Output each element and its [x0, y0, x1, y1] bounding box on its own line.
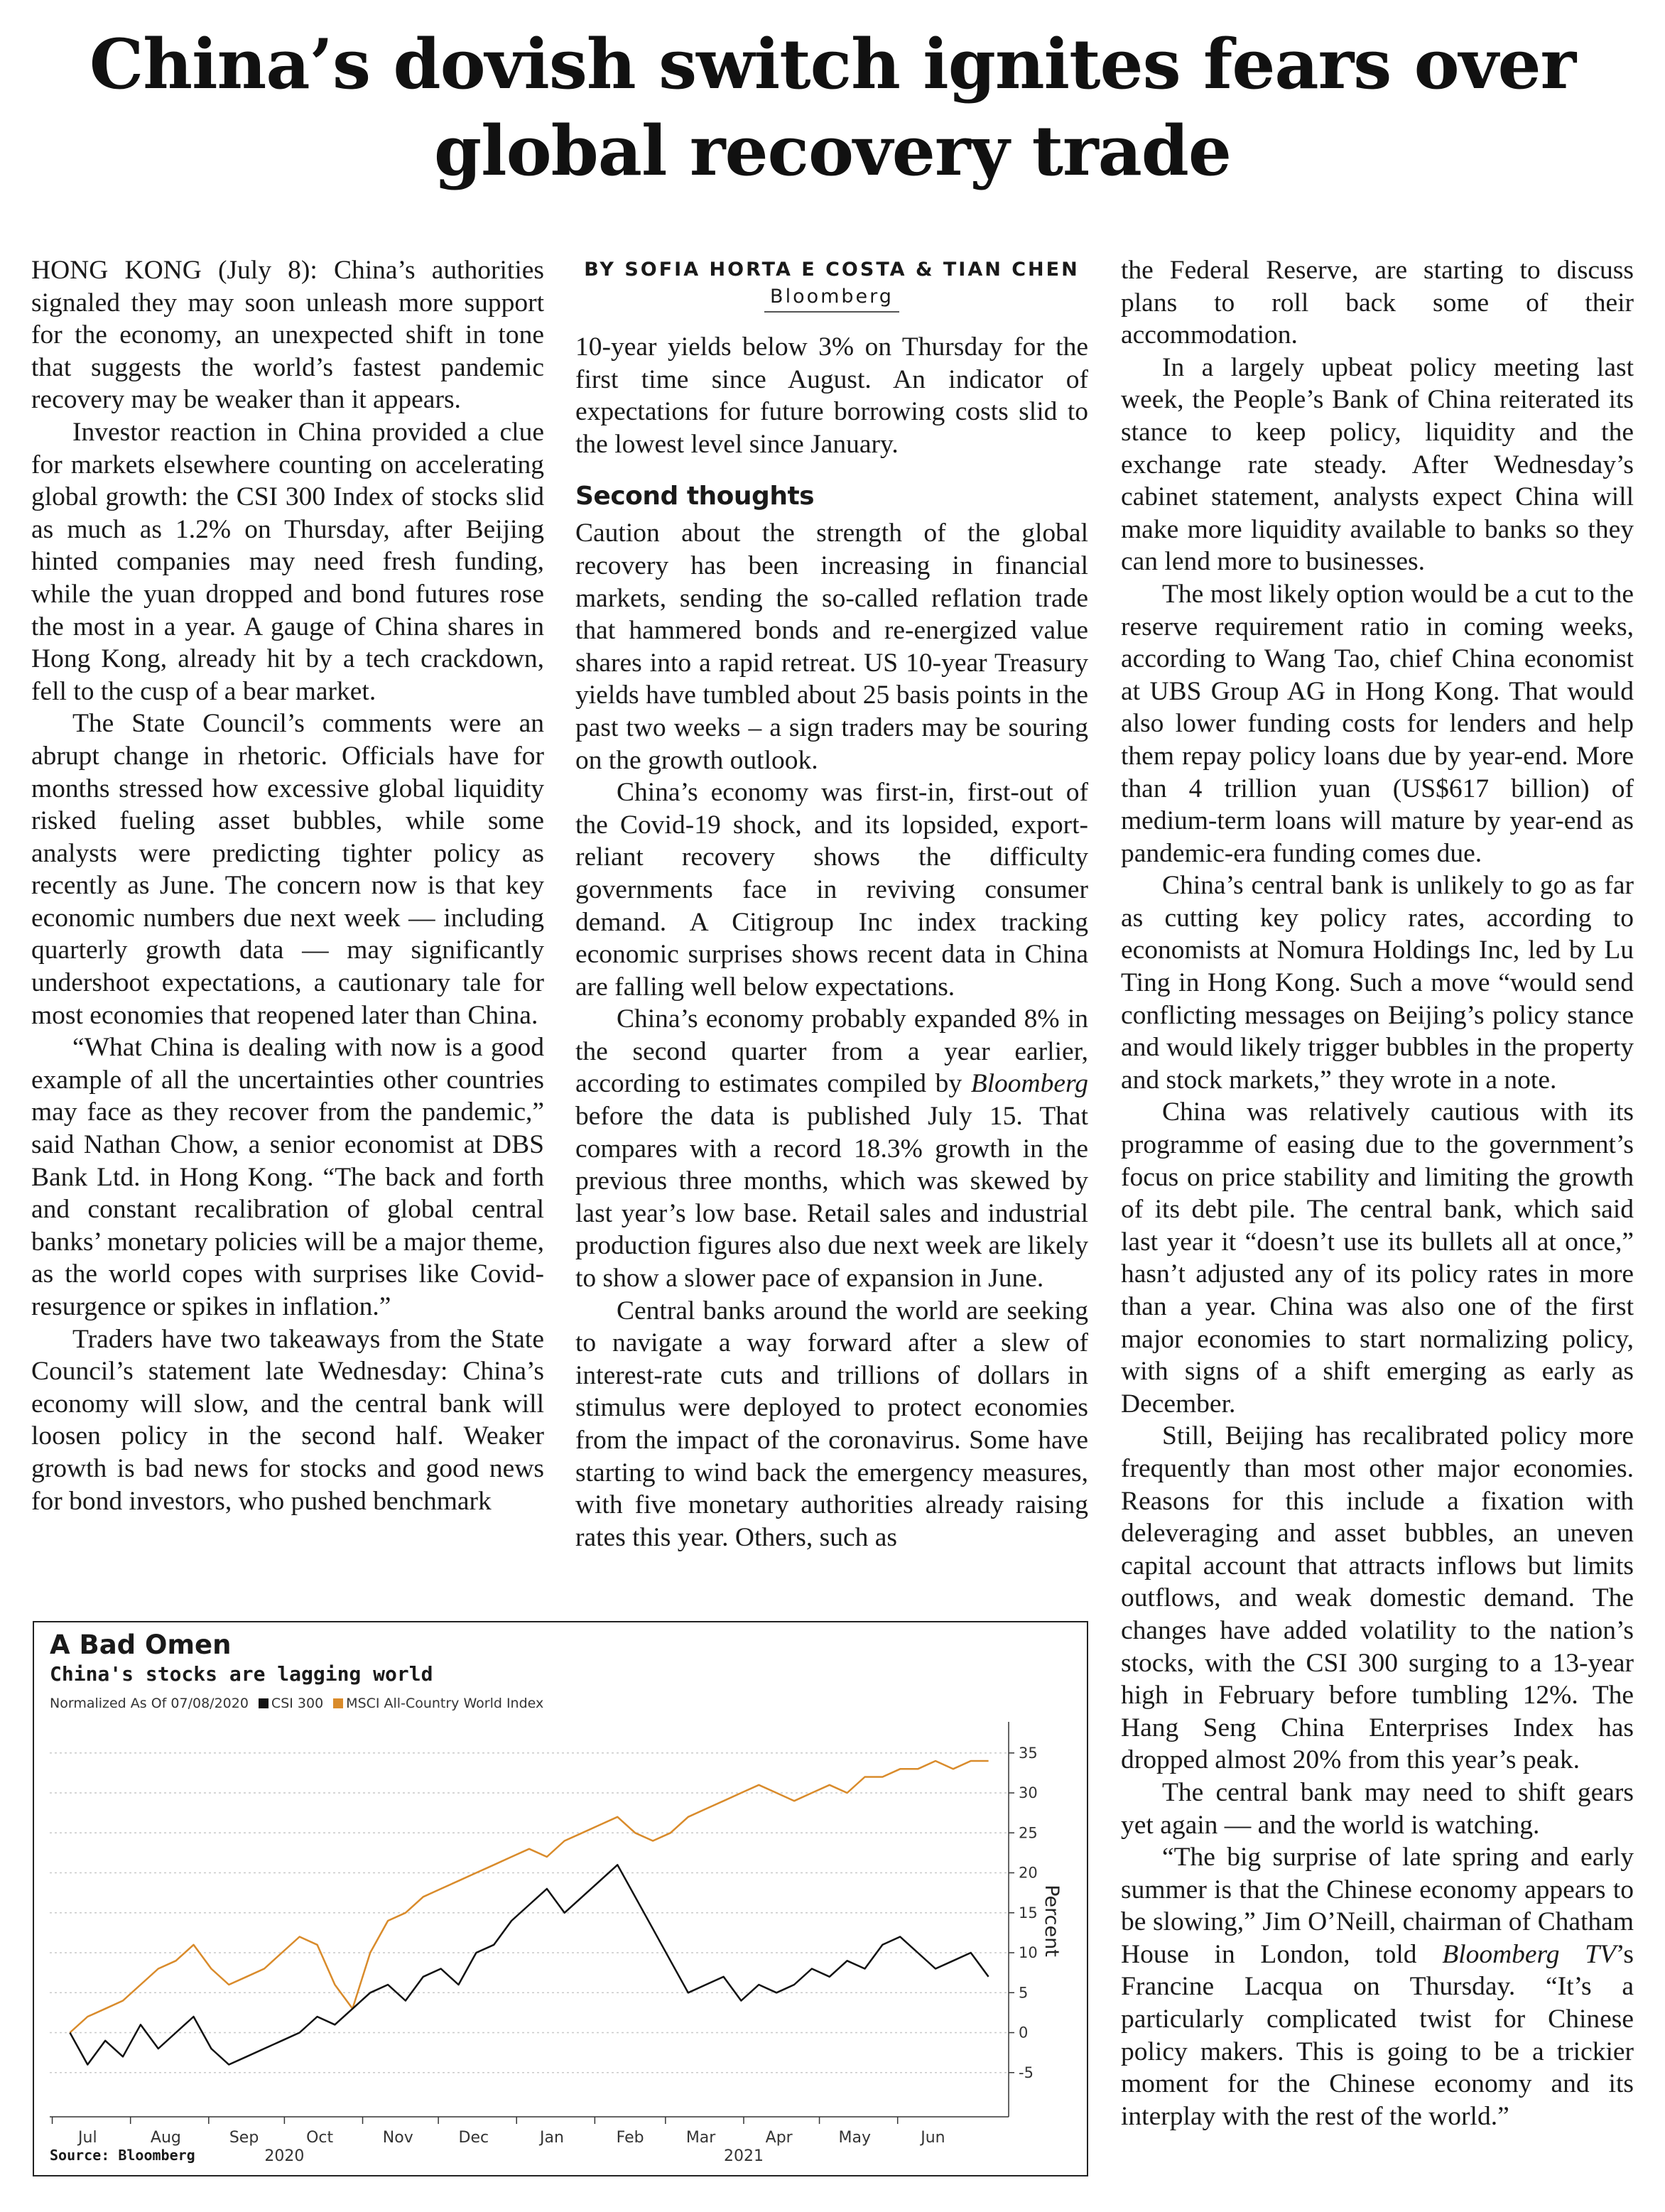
- headline-line2: global recovery trade: [434, 111, 1231, 191]
- byline-source: Bloomberg: [770, 286, 894, 308]
- x-tick-label: Sep: [229, 2129, 259, 2147]
- x-year-label: 2020: [264, 2147, 305, 2165]
- paragraph: Caution about the strength of the global recovery has been increasing in financial markets, sending the so-called reflation trade that hammered bonds and re-energized value shares into a rapid retreat. US 10-year Treasury yields have tumbled about 25 basis points in the past two weeks – a sign traders may be souring on the growth outlook.: [575, 519, 1088, 775]
- text-run: “The big surprise of late spring and early summer is that the Chinese economy appears to be slowing,” Jim O’Neill, chairman of Chatham House in London, told: [1121, 1843, 1634, 1969]
- chart-legend: [50, 1695, 543, 1712]
- paragraph: Investor reaction in China provided a clue for markets elsewhere counting on accelerating global growth: the CSI 300 Index of stocks slid as much as 1.2% on Thursday, after Beijing hinted companies may need fresh funding, while the yuan dropped and bond futures rose the most in a year. A gauge of China shares in Hong Kong, already hit by a tech crackdown, fell to the cusp of a bear market.: [31, 417, 544, 706]
- legend-label-msci: MSCI All-Country World Index: [346, 1696, 544, 1711]
- chart-figure: [33, 1621, 1088, 2176]
- paragraph: the Federal Reserve, are starting to discuss plans to roll back some of their accommodation.: [1121, 256, 1634, 350]
- paragraph: Central banks around the world are seeking to navigate a way forward after a slew of interest-rate cuts and trillions of dollars in stimulus were deployed to protect economies from the impact of the coronavirus. Some have starting to wind back the emergency measures, with five monetary authorities already raising rates this year. Others, such as: [575, 1296, 1088, 1552]
- paragraph: The most likely option would be a cut to the reserve requirement ratio in coming weeks, according to Wang Tao, chief China economist at UBS Group AG in Hong Kong. That would also lower funding costs for lenders and help them repay policy loans due by year-end. More than 4 trillion yuan (US$617 billion) of medium-term loans will mature by year-end as pandemic-era funding comes due.: [1121, 579, 1634, 868]
- paragraph: China was relatively cautious with its programme of easing due to the government’s focus on price stability and limiting the growth of its debt pile. The central bank, which said last year it “doesn’t use its bullets all at once,” hasn’t adjusted any of its policy rates in more than a year. China was also one of the first major economies to start normalizing policy, with signs of a shift emerging as early as December.: [1121, 1097, 1634, 1419]
- y-tick-label: 30: [1019, 1784, 1038, 1801]
- x-tick-label: May: [838, 2129, 872, 2147]
- paragraph: Traders have two takeaways from the State Council’s statement late Wednesday: China’s economy will slow, and the central bank will loosen policy in the second half. Weaker growth is bad news for stocks and good news for bond investors, who pushed benchmark: [31, 1324, 544, 1516]
- series-line-msci: [70, 1761, 988, 2033]
- y-tick-label: 15: [1019, 1904, 1038, 1921]
- headline: [43, 21, 1622, 195]
- chart-source: Source: Bloomberg: [50, 2147, 195, 2164]
- legend-swatch-csi300: [259, 1698, 269, 1708]
- x-tick-label: Jun: [921, 2129, 945, 2147]
- x-tick-label: Aug: [150, 2129, 181, 2147]
- y-tick-label: 25: [1019, 1824, 1038, 1842]
- legend-swatch-msci: [333, 1698, 343, 1708]
- y-tick-label: 35: [1019, 1744, 1038, 1762]
- byline-rule: [764, 311, 899, 313]
- article-column-2: [575, 254, 1088, 1554]
- paragraph: The central bank may need to shift gears yet again — and the world is watching.: [1121, 1777, 1634, 1840]
- legend-note: Normalized As Of 07/08/2020: [50, 1696, 249, 1711]
- legend-label-csi300: CSI 300: [271, 1696, 324, 1711]
- paragraph: China’s central bank is unlikely to go as far as cutting key policy rates, according to economists at Nomura Holdings Inc, led by Lu Ting in Hong Kong. Such a move “would send conflicting messages on Beijing’s policy stance and would likely trigger bubbles in the property and stock markets,” they wrote in a note.: [1121, 871, 1634, 1095]
- publication-name: Bloomberg TV: [1442, 1939, 1616, 1969]
- subheading: Second thoughts: [575, 482, 815, 511]
- text-run: ’s Francine Lacqua on Thursday. “It’s a particularly complicated twist for Chinese policy makers. This is going to be a trickier moment for the Chinese economy and its interplay with the rest of the world.”: [1121, 1939, 1634, 2131]
- article-column-3: [1121, 254, 1634, 2132]
- publication-name: Bloomberg: [970, 1069, 1088, 1099]
- y-tick-label: 5: [1019, 1984, 1029, 2002]
- y-tick-label: 0: [1019, 2024, 1029, 2042]
- chart-subtitle: China's stocks are lagging world: [50, 1662, 433, 1686]
- paragraph: The State Council’s comments were an abrupt change in rhetoric. Officials have for months stressed how excessive global liquidity risked fueling asset bubbles, while some analysts were predicting tighter policy as recently as June. The concern now is that key economic numbers due next week — including quarterly growth data — may significantly undershoot expectations, a cautionary tale for most economies that reopened later than China.: [31, 709, 544, 1030]
- x-tick-label: Feb: [616, 2129, 644, 2147]
- chart-title: A Bad Omen: [50, 1630, 232, 1660]
- paragraph: Still, Beijing has recalibrated policy more frequently than most other major economies. Reasons for this include a fixation with deleveraging and asset bubbles, an uneven capital account that attracts inflows but limits outflows, and weak domestic demand. The changes have added volatility to the nation’s stocks, with the CSI 300 surging to a 13-year high in February before tumbling 12%. The Hang Seng China Enterprises Index has dropped almost 20% from this year’s peak.: [1121, 1421, 1634, 1775]
- x-tick-label: Oct: [306, 2129, 334, 2147]
- paragraph: 10-year yields below 3% on Thursday for the first time since August. An indicator of expectations for future borrowing costs slid to the lowest level since January.: [575, 332, 1088, 459]
- paragraph: [1121, 1841, 1634, 2132]
- headline-line1: China’s dovish switch ignites fears over: [89, 24, 1576, 104]
- paragraph: HONG KONG (July 8): China’s authorities signaled they may soon unleash more support for the economy, an unexpected shift in tone that suggests the world’s fastest pandemic recovery may be weaker than it appears.: [31, 256, 544, 415]
- y-tick-label: -5: [1019, 2064, 1034, 2081]
- paragraph: China’s economy was first-in, first-out of the Covid-19 shock, and its lopsided, export-reliant recovery shows the difficulty governments face in reviving consumer demand. A Citigroup Inc index tracking economic surprises shows recent data in China are falling well below expectations.: [575, 778, 1088, 1002]
- paragraph: “What China is dealing with now is a good example of all the uncertainties other countries may face as they recover from the pandemic,” said Nathan Chow, a senior economist at DBS Bank Ltd. in Hong Kong. “The back and forth and constant recalibration of global central banks’ monetary policies will be a major theme, as the world copes with surprises like Covid-resurgence or spikes in inflation.”: [31, 1033, 544, 1321]
- byline-authors: BY SOFIA HORTA E COSTA & TIAN CHEN: [584, 259, 1080, 281]
- x-tick-label: Jul: [78, 2129, 97, 2147]
- y-tick-label: 10: [1019, 1944, 1038, 1961]
- x-tick-label: Apr: [765, 2129, 793, 2147]
- y-axis-label: Percent: [1041, 1885, 1063, 1957]
- x-tick-label: Nov: [382, 2129, 413, 2147]
- y-tick-label: 20: [1019, 1864, 1038, 1882]
- x-tick-label: Dec: [458, 2129, 489, 2147]
- text-run: before the data is published July 15. That compares with a record 18.3% growth in the previous three months, which was skewed by last year’s low base. Retail sales and industrial production figures also due next week are likely to show a slower pace of expansion in June.: [575, 1102, 1088, 1294]
- paragraph: [575, 1003, 1088, 1294]
- x-tick-label: Jan: [540, 2129, 564, 2147]
- x-year-label: 2021: [723, 2147, 764, 2165]
- text-run: China’s economy probably expanded 8% in the second quarter from a year earlier, according to estimates compiled by: [575, 1004, 1088, 1099]
- x-tick-label: Mar: [685, 2129, 716, 2147]
- paragraph: In a largely upbeat policy meeting last week, the People’s Bank of China reiterated its stance to keep policy, liquidity and the exchange rate steady. After Wednesday’s cabinet statement, analysts expect China will make more liquidity available to banks so they can lend more to businesses.: [1121, 352, 1634, 577]
- article-column-1: [31, 254, 544, 1517]
